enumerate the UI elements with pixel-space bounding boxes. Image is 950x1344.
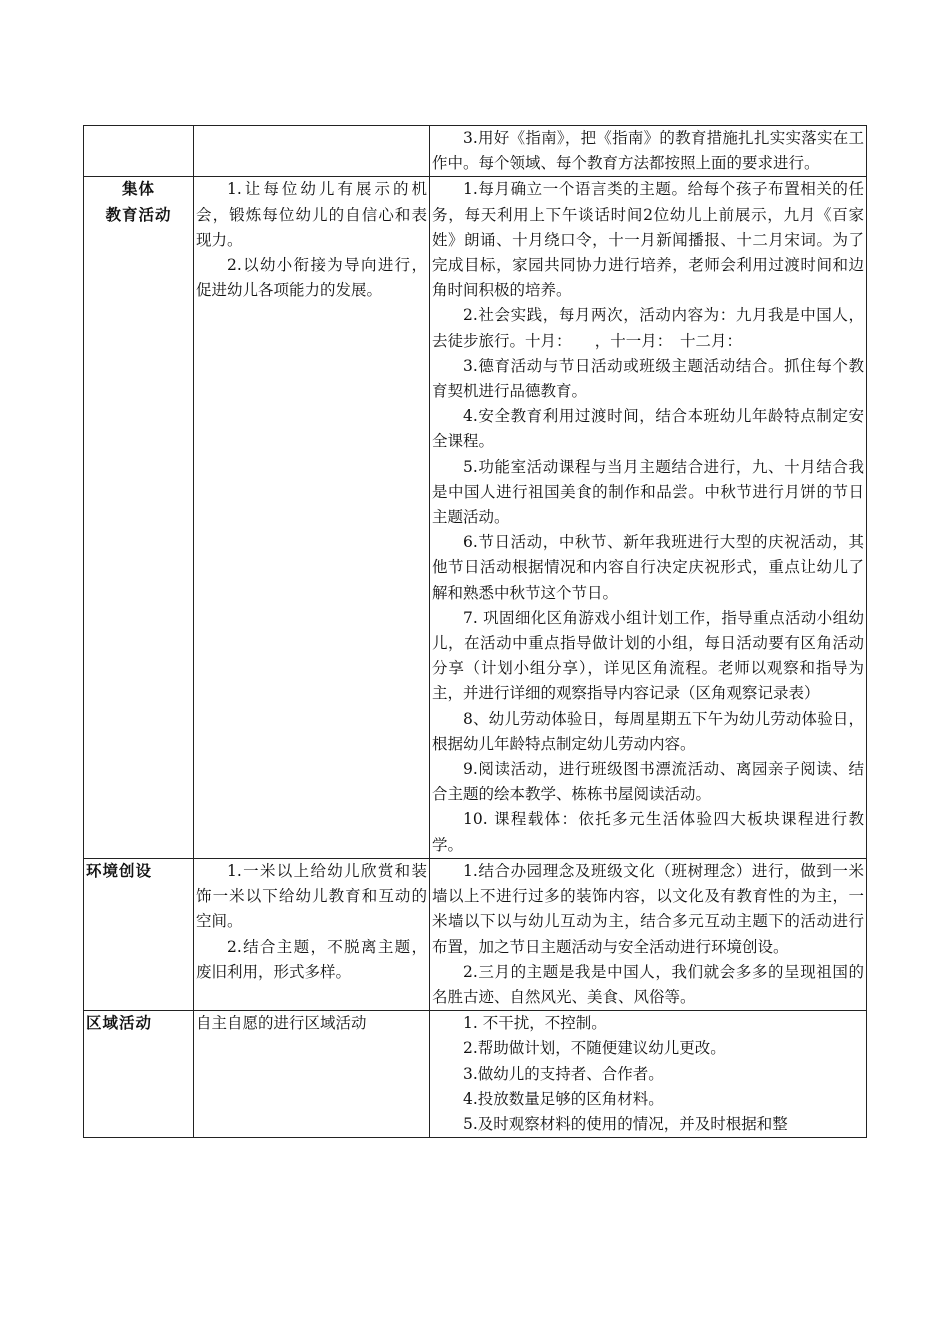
measure-item: 2.帮助做计划，不随便建议幼儿更改。 [463,1039,726,1058]
measure-item: 2.三月的主题是我是中国人，我们就会多多的呈现祖国的名胜古迹、自然风光、美食、风俗等。 [432,962,864,1006]
measures-cell [430,126,867,177]
measure-item: 1. 不干扰，不控制。 [463,1014,607,1033]
goal-item: 自主自愿的进行区域活动 [196,1014,367,1033]
goals-cell [194,858,430,1010]
category-cell [84,858,194,1010]
goals-cell-empty [194,126,430,177]
table-row-area-activities [84,1011,867,1138]
category-cell-empty [84,126,194,177]
measure-item: 9.阅读活动，进行班级图书漂流活动、离园亲子阅读、结合主题的绘本教学、栋栋书屋阅读活动。 [432,760,864,804]
measures-cell [430,1011,867,1138]
measures-cell [430,177,867,858]
table-row-group-activities [84,177,867,858]
category-cell [84,177,194,858]
measure-item: 4.投放数量足够的区角材料。 [463,1089,664,1108]
category-cell [84,1011,194,1138]
category-label: 环境创设 [86,861,153,880]
table-row-environment [84,858,867,1010]
category-label: 区域活动 [86,1014,153,1033]
goal-item: 1.让每位幼儿有展示的机会，锻炼每位幼儿的自信心和表现力。 [196,180,427,249]
table-row-continuation [84,126,867,177]
measure-item: 4.安全教育利用过渡时间，结合本班幼儿年龄特点制定安全课程。 [432,407,864,451]
category-label-line2: 教育活动 [105,205,172,224]
measures-cell [430,858,867,1010]
goals-cell [194,1011,430,1138]
measure-item: 7. 巩固细化区角游戏小组计划工作，指导重点活动小组幼儿，在活动中重点指导做计划的小组，每日活动要有区角活动分享（计划小组分享），详见区角流程。老师以观察和指导为主，并进行详细的观察指导内容记录（区角观察记录表） [432,608,864,703]
measure-item: 10. 课程载体：依托多元生活体验四大板块课程进行教学。 [432,810,864,854]
measure-item: 2.社会实践，每月两次，活动内容为：九月我是中国人，去徒步旅行。十月： ，十一月： 十二月： [432,306,864,350]
goal-item: 2.以幼小衔接为导向进行，促进幼儿各项能力的发展。 [196,256,427,300]
measure-item: 1.结合办园理念及班级文化（班树理念）进行，做到一米墙以上不进行过多的装饰内容，以文化及有教育性的为主，一米墙以下以与幼儿互动为主，结合多元互动主题下的活动进行布置，加之节日主题活动与安全活动进行环境创设。 [432,861,864,956]
category-label-line1: 集体 [121,180,155,199]
measure-item: 6.节日活动，中秋节、新年我班进行大型的庆祝活动，其他节日活动根据情况和内容自行决定庆祝形式，重点让幼儿了解和熟悉中秋节这个节日。 [432,533,864,602]
goal-item: 1.一米以上给幼儿欣赏和装饰一米以下给幼儿教育和互动的空间。 [196,861,427,931]
goal-item: 2.结合主题，不脱离主题，废旧利用，形式多样。 [196,937,427,981]
goals-cell [194,177,430,858]
measure-item: 5.功能室活动课程与当月主题结合进行，九、十月结合我是中国人进行祖国美食的制作和品尝。中秋节进行月饼的节日主题活动。 [432,457,864,527]
measure-item: 5.及时观察材料的使用的情况，并及时根据和整 [463,1114,788,1133]
measure-item: 8、幼儿劳动体验日，每周星期五下午为幼儿劳动体验日，根据幼儿年龄特点制定幼儿劳动内容。 [432,709,864,753]
measure-item: 3.用好《指南》，把《指南》的教育措施扎扎实实落实在工作中。每个领域、每个教育方法都按照上面的要求进行。 [432,129,864,173]
measure-item: 1.每月确立一个语言类的主题。给每个孩子布置相关的任务，每天利用上下午谈话时间2位幼儿上前展示，九月《百家姓》朗诵、十月绕口令，十一月新闻播报、十二月宋词。为了完成目标，家园共同协力进行培养，老师会利用过渡时间和边角时间积极的培养。 [432,180,864,300]
measure-item: 3.德育活动与节日活动或班级主题活动结合。抓住每个教育契机进行品德教育。 [432,356,864,401]
measure-item: 3.做幼儿的支持者、合作者。 [463,1064,664,1083]
plan-table [83,125,867,1138]
